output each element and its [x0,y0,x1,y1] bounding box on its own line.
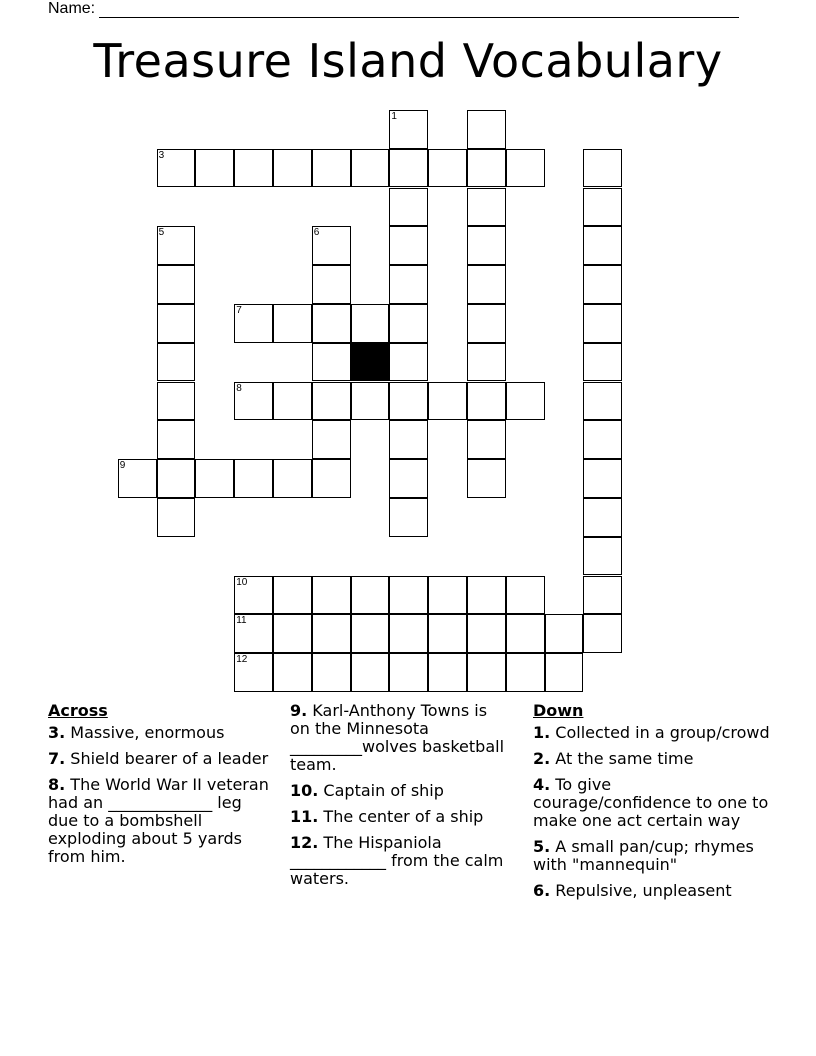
grid-cell[interactable] [467,576,506,615]
name-label: Name: [48,0,96,17]
clue-item [290,702,512,774]
down-clue-list [533,724,773,900]
clue-item-number: 7. [48,749,66,768]
grid-cell[interactable] [351,304,390,343]
across-clue-list-continued [290,702,512,888]
grid-cell[interactable] [312,459,351,498]
grid-cell[interactable] [389,343,428,382]
grid-cell[interactable] [583,149,622,188]
grid-cell[interactable] [389,226,428,265]
grid-cell[interactable] [312,382,351,421]
grid-cell[interactable] [428,149,467,188]
clue-item-number: 3. [48,723,66,742]
grid-cell[interactable] [157,382,196,421]
grid-cell[interactable] [351,149,390,188]
grid-cell[interactable] [389,498,428,537]
clue-item-text: The center of a ship [318,807,484,826]
grid-cell[interactable] [312,653,351,692]
grid-cell[interactable] [312,149,351,188]
grid-cell[interactable] [312,343,351,382]
grid-cell[interactable] [467,614,506,653]
grid-cell[interactable] [195,459,234,498]
grid-cell[interactable] [195,149,234,188]
grid-cell[interactable] [351,614,390,653]
grid-cell[interactable] [312,304,351,343]
clue-item [533,776,773,830]
grid-cell[interactable] [273,382,312,421]
clue-item-number: 5. [533,837,551,856]
grid-cell[interactable] [389,382,428,421]
clue-number: 9 [119,460,126,472]
grid-cell[interactable] [467,265,506,304]
grid-cell[interactable] [428,614,467,653]
clue-item-text: The World War II veteran had an _____________ leg due to a bombshell exploding about 5 yards from him. [48,775,269,866]
grid-cell[interactable] [234,382,273,421]
clue-item [533,882,773,900]
grid-cell[interactable] [428,576,467,615]
grid-cell[interactable] [157,226,196,265]
grid-cell[interactable] [234,614,273,653]
clue-item-text: Collected in a group/crowd [550,723,770,742]
clue-item-text: To give courage/confidence to one to make one act certain way [533,775,769,830]
grid-cell[interactable] [234,149,273,188]
grid-cell[interactable] [467,420,506,459]
grid-cell[interactable] [234,459,273,498]
grid-cell[interactable] [467,459,506,498]
grid-cell[interactable] [312,576,351,615]
grid-cell[interactable] [467,110,506,149]
across-clue-list [48,724,276,866]
grid-cell[interactable] [467,653,506,692]
grid-cell[interactable] [506,653,545,692]
clue-number: 10 [236,576,248,588]
grid-cell[interactable] [389,614,428,653]
grid-cell[interactable] [389,149,428,188]
page-title: Treasure Island Vocabulary [93,34,723,88]
grid-cell[interactable] [583,188,622,227]
grid-cell[interactable] [273,614,312,653]
grid-cell[interactable] [545,614,584,653]
grid-cell[interactable] [234,653,273,692]
grid-cell[interactable] [389,265,428,304]
clue-number: 3 [158,149,165,161]
clue-number: 12 [236,654,248,666]
clue-item-number: 9. [290,701,308,720]
grid-cell[interactable] [389,304,428,343]
grid-cell[interactable] [351,576,390,615]
grid-cell[interactable] [467,304,506,343]
clue-number: 11 [236,615,247,627]
clue-number: 1 [391,110,397,122]
clue-item-number: 6. [533,881,551,900]
grid-cell[interactable] [157,304,196,343]
grid-cell[interactable] [157,420,196,459]
clue-number: 8 [236,382,242,394]
clue-number: 6 [313,227,320,239]
clue-item [533,838,773,874]
grid-cell[interactable] [467,343,506,382]
grid-cell[interactable] [583,304,622,343]
grid-cell[interactable] [389,459,428,498]
grid-cell[interactable] [467,226,506,265]
grid-cell[interactable] [583,226,622,265]
clue-item-number: 8. [48,775,66,794]
clue-item-number: 4. [533,775,551,794]
clues-column-2 [290,702,512,896]
grid-cell[interactable] [118,459,157,498]
clue-number: 5 [158,227,165,239]
clue-item [290,834,512,888]
grid-cell[interactable] [545,653,584,692]
clue-item-number: 11. [290,807,319,826]
grid-cell[interactable] [157,459,196,498]
clue-item-text: At the same time [550,749,694,768]
grid-cell[interactable] [467,149,506,188]
grid-cell[interactable] [351,653,390,692]
grid-cell[interactable] [273,576,312,615]
clue-item [290,782,512,800]
clue-item [533,724,773,742]
grid-cell[interactable] [583,265,622,304]
across-header: Across [48,701,108,720]
clue-item-text: A small pan/cup; rhymes with "mannequin" [533,837,754,874]
grid-cell[interactable] [506,614,545,653]
grid-cell[interactable] [467,382,506,421]
clue-item-text: Massive, enormous [65,723,225,742]
clue-item-number: 12. [290,833,319,852]
grid-cell[interactable] [467,188,506,227]
clue-item [48,724,276,742]
grid-cell[interactable] [583,614,622,653]
down-header: Down [533,701,584,720]
grid-cell[interactable] [157,265,196,304]
clue-item-text: The Hispaniola ____________ from the calm waters. [290,833,504,888]
grid-cell[interactable] [157,343,196,382]
clue-item-number: 1. [533,723,551,742]
grid-cell[interactable] [506,149,545,188]
grid-cell[interactable] [312,420,351,459]
clues-column-3 [533,702,773,908]
clue-number: 7 [236,304,242,316]
clue-item [290,808,512,826]
clues-column-1 [48,702,276,874]
clue-item-text: Shield bearer of a leader [65,749,269,768]
grid-cell[interactable] [351,382,390,421]
clue-item [48,750,276,768]
grid-cell[interactable] [428,382,467,421]
grid-cell[interactable] [389,653,428,692]
grid-cell[interactable] [583,382,622,421]
grid-cell[interactable] [428,653,467,692]
grid-cell[interactable] [506,576,545,615]
grid-cell[interactable] [273,304,312,343]
clue-item [48,776,276,866]
grid-cell[interactable] [312,265,351,304]
clue-item-number: 10. [290,781,319,800]
grid-cell[interactable] [157,498,196,537]
clue-item [533,750,773,768]
clue-item-text: Repulsive, unpleasent [550,881,732,900]
grid-cell[interactable] [273,653,312,692]
grid-cell[interactable] [583,576,622,615]
grid-cell[interactable] [583,343,622,382]
grid-cell[interactable] [506,382,545,421]
grid-cell[interactable] [234,304,273,343]
grid-cell[interactable] [583,498,622,537]
clue-item-text: Karl-Anthony Towns is on the Minnesota _________wolves basketball team. [290,701,505,774]
clue-item-number: 2. [533,749,551,768]
grid-cell[interactable] [273,149,312,188]
grid-cell[interactable] [583,537,622,576]
grid-cell[interactable] [389,110,428,149]
clue-item-text: Captain of ship [318,781,444,800]
grid-cell[interactable] [273,459,312,498]
black-square [351,343,390,382]
grid-cell[interactable] [389,188,428,227]
grid-cell[interactable] [389,576,428,615]
grid-cell[interactable] [389,420,428,459]
grid-cell[interactable] [157,149,196,188]
grid-cell[interactable] [312,614,351,653]
grid-cell[interactable] [583,459,622,498]
grid-cell[interactable] [234,576,273,615]
grid-cell[interactable] [583,420,622,459]
grid-cell[interactable] [312,226,351,265]
